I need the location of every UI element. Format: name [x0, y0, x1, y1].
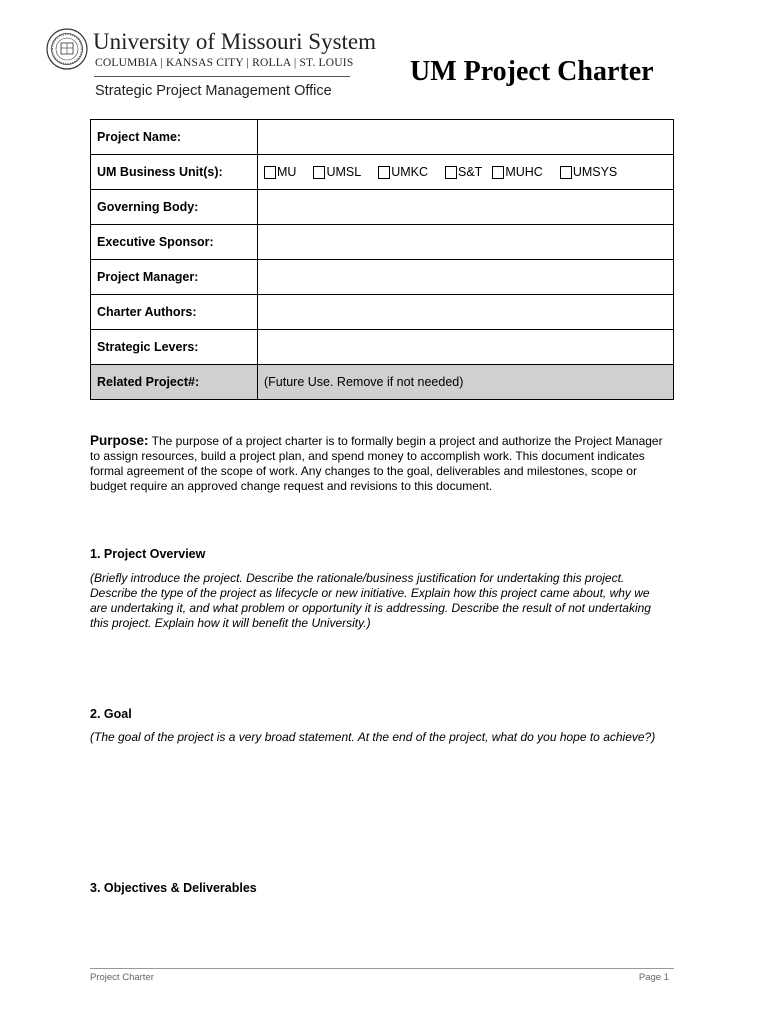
- governing-body-field[interactable]: [258, 190, 674, 225]
- table-row: [91, 330, 674, 365]
- document-title: UM Project Charter: [410, 56, 654, 87]
- table-row: [91, 295, 674, 330]
- unit-label: UMSYS: [572, 165, 618, 179]
- unit-option-umsys[interactable]: [560, 165, 617, 179]
- unit-option-st[interactable]: [445, 165, 482, 179]
- project-name-field[interactable]: [258, 120, 674, 155]
- purpose-paragraph: [90, 433, 670, 494]
- unit-option-umkc[interactable]: [378, 165, 428, 179]
- checkbox[interactable]: [445, 166, 457, 179]
- table-row: [91, 365, 674, 400]
- strategic-levers-label: Strategic Levers:: [91, 330, 258, 365]
- university-name: University of Missouri System: [93, 29, 377, 54]
- table-row: [91, 260, 674, 295]
- checkbox[interactable]: [264, 166, 276, 179]
- unit-option-umsl[interactable]: [313, 165, 361, 179]
- unit-label: MUHC: [505, 165, 543, 179]
- section-heading-objectives-deliverables: 3. Objectives & Deliverables: [90, 881, 257, 895]
- governing-body-label: Governing Body:: [91, 190, 258, 225]
- executive-sponsor-label: Executive Sponsor:: [91, 225, 258, 260]
- checkbox[interactable]: [560, 166, 572, 179]
- section-description-goal: (The goal of the project is a very broad statement. At the end of the project, what do you hope to achieve?): [90, 730, 656, 744]
- unit-label: UMSL: [326, 165, 362, 179]
- project-name-label: Project Name:: [91, 120, 258, 155]
- related-project-label: Related Project#:: [91, 365, 258, 400]
- project-info-table: [90, 119, 674, 400]
- unit-option-mu[interactable]: [264, 165, 296, 179]
- project-manager-field[interactable]: [258, 260, 674, 295]
- business-unit-label: UM Business Unit(s):: [91, 155, 258, 190]
- table-row: [91, 225, 674, 260]
- unit-label: UMKC: [391, 165, 428, 179]
- university-seal-icon: [46, 28, 88, 70]
- charter-authors-field[interactable]: [258, 295, 674, 330]
- charter-authors-label: Charter Authors:: [91, 295, 258, 330]
- logo-divider: [94, 76, 350, 77]
- table-row: [91, 155, 674, 190]
- office-name: Strategic Project Management Office: [95, 83, 332, 99]
- business-unit-options: [264, 165, 667, 179]
- unit-label: S&T: [458, 165, 483, 179]
- related-project-field[interactable]: (Future Use. Remove if not needed): [258, 365, 674, 400]
- campus-list: COLUMBIA | KANSAS CITY | ROLLA | ST. LOUIS: [95, 57, 354, 69]
- purpose-text: The purpose of a project charter is to formally begin a project and authorize the Project Manager to assign resources, build a project plan, and spend money to accomplish work. This document indicates formal agreement of the scope of work. Any changes to the goal, deliverables and milestones, scope or budget require an approved change request and revisions to this document.: [90, 434, 663, 493]
- checkbox[interactable]: [378, 166, 390, 179]
- checkbox[interactable]: [313, 166, 325, 179]
- checkbox[interactable]: [492, 166, 504, 179]
- table-row: [91, 120, 674, 155]
- unit-option-muhc[interactable]: [492, 165, 543, 179]
- footer-divider: [90, 968, 674, 969]
- section-heading-project-overview: 1. Project Overview: [90, 547, 206, 561]
- footer-document-name: Project Charter: [90, 972, 154, 983]
- executive-sponsor-field[interactable]: [258, 225, 674, 260]
- footer-page-number: Page 1: [638, 972, 669, 983]
- table-row: [91, 190, 674, 225]
- section-heading-goal: 2. Goal: [90, 707, 132, 721]
- purpose-label: Purpose:: [90, 433, 149, 448]
- strategic-levers-field[interactable]: [258, 330, 674, 365]
- business-unit-field: [258, 155, 674, 190]
- unit-label: MU: [277, 165, 297, 179]
- project-manager-label: Project Manager:: [91, 260, 258, 295]
- section-description-project-overview: (Briefly introduce the project. Describe the rationale/business justification for undertaking this project. Describe the type of the project as lifecycle or new initiative. Explain how this project came about, why we are undertaking it, and what problem or opportunity it is addressing. Describe the result of not undertaking this project. Explain how it will benefit the University.): [90, 571, 651, 630]
